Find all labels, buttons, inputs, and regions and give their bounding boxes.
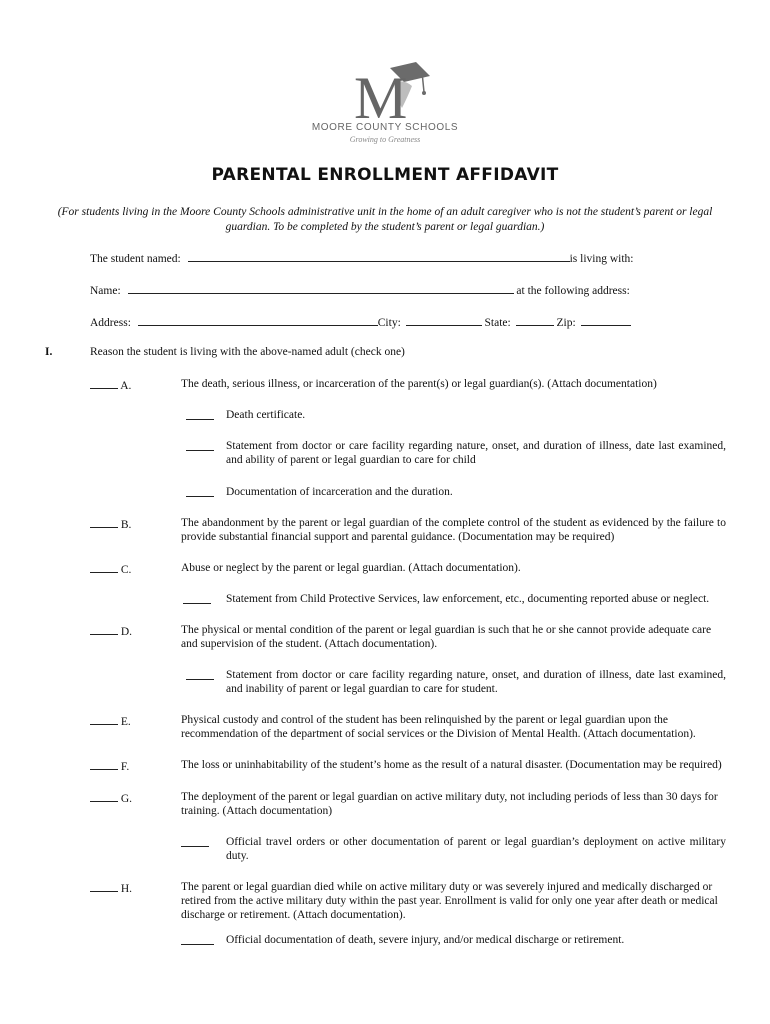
reason-letter: E. [120,716,131,728]
student-name-field[interactable] [188,250,570,262]
name-row [90,282,630,298]
section-heading: Reason the student is living with the above-named adult (check one) [90,346,405,358]
reason-e [90,713,131,729]
caregiver-name-field[interactable] [128,282,514,294]
reason-g [90,790,132,806]
reason-text: The abandonment by the parent or legal guardian of the complete control of the student as evidenced by the failure to provide substantial financial support and parental guidance. (Documentation may be required) [181,517,726,543]
reason-checkbox[interactable] [90,713,118,725]
sub-item [186,439,214,455]
reason-text: Physical custody and control of the student has been relinquished by the parent or legal guardian upon the recommendation of the department of social services or the Division of Mental Health. (Attach documentation). [181,714,696,740]
reason-letter: B. [120,519,132,531]
reason-letter: G. [120,793,133,805]
address-label: Address: [90,317,131,329]
address-field[interactable] [138,314,378,326]
sub-text: Statement from Child Protective Services, law enforcement, etc., documenting reported abuse or neglect. [226,593,710,605]
sub-text: Documentation of incarceration and the duration. [226,486,453,498]
sub-text: Official travel orders or other documentation of parent or legal guardian’s deployment on active military duty. [226,836,726,862]
reason-d [90,623,132,639]
reason-checkbox[interactable] [90,880,118,892]
sub-checkbox[interactable] [183,592,211,604]
sub-item [181,835,209,851]
reason-text: The parent or legal guardian died while on active military duty or was severely injured and medically discharged or retired from the active military duty within the past year. Enrollment is valid for only one year after death or medical discharge or retirement. (Attach documentation). [181,881,718,921]
student-label: The student named: [90,253,181,265]
reason-letter: D. [120,626,133,638]
reason-text: The deployment of the parent or legal guardian on active military duty, not including periods of less than 30 days for training. (Attach documentation) [181,791,718,817]
page-subtitle: (For students living in the Moore County Schools administrative unit in the home of an adult caregiver who is not the student’s parent or legal guardian. To be completed by the student’s parent or legal guardian.) [57,206,713,233]
zip-label: Zip: [556,317,576,329]
school-logo [352,62,434,122]
city-label: City: [377,317,401,329]
reason-checkbox[interactable] [90,790,118,802]
reason-letter: C. [120,564,132,576]
zip-field[interactable] [581,314,631,326]
sub-checkbox[interactable] [181,933,214,945]
page-title: PARENTAL ENROLLMENT AFFIDAVIT [211,165,559,185]
reason-checkbox[interactable] [90,516,118,528]
state-field[interactable] [516,314,554,326]
city-field[interactable] [406,314,482,326]
sub-checkbox[interactable] [186,439,214,451]
reason-text: The physical or mental condition of the parent or legal guardian is such that he or she cannot provide adequate care and supervision of the student. (Attach documentation). [181,624,712,650]
reason-text: Abuse or neglect by the parent or legal guardian. (Attach documentation). [181,562,521,574]
sub-item [186,668,214,684]
state-label: State: [484,317,511,329]
address-row [90,314,631,330]
reason-text: The death, serious illness, or incarceration of the parent(s) or legal guardian(s). (Attach documentation) [181,378,657,390]
sub-checkbox[interactable] [186,408,214,420]
reason-f [90,758,129,774]
school-tagline: Growing to Greatness [349,135,421,144]
sub-checkbox[interactable] [181,835,209,847]
sub-checkbox[interactable] [186,485,214,497]
reason-checkbox[interactable] [90,758,118,770]
reason-letter: H. [120,883,133,895]
student-row [90,250,633,266]
reason-c [90,561,131,577]
logo-letter: M [354,65,408,122]
living-with-label: is living with: [569,253,634,265]
sub-text: Statement from doctor or care facility regarding nature, onset, and duration of illness, date last examined, and inability of parent or legal guardian to care for student. [226,669,726,695]
reason-h [90,880,132,896]
reason-checkbox[interactable] [90,561,118,573]
sub-item [186,485,214,501]
reason-b [90,516,131,532]
reason-checkbox[interactable] [90,623,118,635]
reason-letter: A. [120,380,132,392]
reason-letter: F. [120,761,130,773]
sub-text: Death certificate. [226,409,306,421]
sub-item [186,408,214,424]
address-suffix-label: at the following address: [513,285,630,297]
reason-checkbox[interactable] [90,377,118,389]
sub-item [181,933,214,949]
sub-text: Official documentation of death, severe injury, and/or medical discharge or retirement. [226,934,625,946]
name-label: Name: [90,285,121,297]
sub-checkbox[interactable] [186,668,214,680]
sub-text: Statement from doctor or care facility regarding nature, onset, and duration of illness, date last examined, and ability of parent or legal guardian to care for child [226,440,726,466]
reason-a [90,377,131,393]
sub-item [183,592,211,608]
school-name: MOORE COUNTY SCHOOLS [311,122,459,133]
section-number: I. [45,346,53,358]
reason-text: The loss or uninhabitability of the student’s home as the result of a natural disaster. (Documentation may be required) [181,759,722,771]
